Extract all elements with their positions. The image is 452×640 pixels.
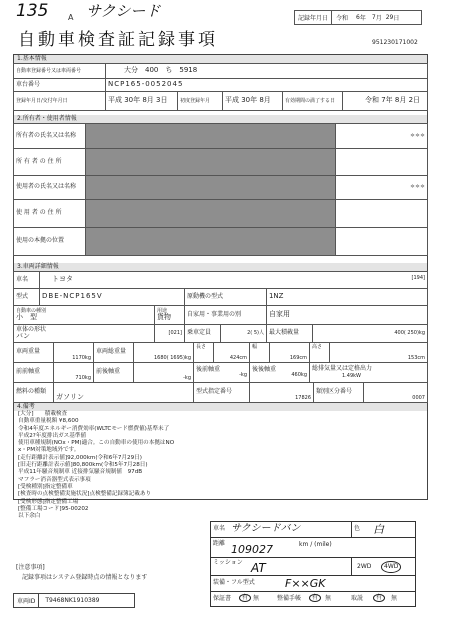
chassis-value: NCP165-0052045 bbox=[108, 80, 184, 89]
handwritten-model: サクシード bbox=[86, 2, 161, 20]
model-value: DBE-NCP165V bbox=[42, 292, 103, 301]
expiry-value: 令和 7年 8月 2日 bbox=[365, 96, 421, 105]
page-title: 自動車検査証記録事項 bbox=[18, 30, 218, 50]
weight-value: 1170kg bbox=[72, 354, 91, 361]
designation-value: 17826 bbox=[295, 394, 311, 401]
gross-weight-label: 車両総重量 bbox=[94, 343, 134, 363]
owner-address-label: 所 有 者 の 住 所 bbox=[14, 149, 86, 176]
remark-line: [検査時の点検整備実施状況]点検整備記録簿記載あり bbox=[18, 491, 152, 498]
remark-line: x・PM対策地域外です。 bbox=[18, 447, 80, 454]
remark-line: [受検種別]指定整備車 bbox=[18, 483, 73, 490]
card-manual-label: 整備手帳 bbox=[277, 595, 302, 602]
maker-label: 車名 bbox=[14, 272, 40, 289]
first-reg-value: 平成 30年 8月 bbox=[225, 96, 271, 105]
expiry-label: 有効期間の満了する日 bbox=[283, 92, 343, 111]
card-manual-yes: 有 bbox=[309, 594, 321, 602]
maker-value: トヨタ bbox=[52, 275, 73, 284]
card-2wd: 2WD bbox=[357, 563, 372, 570]
vehicle-id-box bbox=[13, 593, 135, 608]
remark-line: マフラー消音器型式表示事項 bbox=[18, 476, 91, 483]
card-4wd-circled: 4WD bbox=[381, 561, 401, 573]
body-shape-value: バン bbox=[16, 331, 30, 340]
category-value: 0007 bbox=[412, 394, 425, 401]
handwritten-number: 135 bbox=[16, 1, 49, 21]
gross-weight-value: 1680( 1695)kg bbox=[153, 354, 191, 361]
user-address-redacted bbox=[86, 200, 336, 228]
card-name-value: サクシードバン bbox=[231, 523, 301, 534]
user-name-redacted bbox=[86, 176, 336, 200]
card-keys-yes: 有 bbox=[373, 594, 385, 602]
card-mission-label: ミッション bbox=[213, 559, 243, 566]
private-label: 自家用・事業用の別 bbox=[184, 306, 266, 325]
front-rear-axle-label: 前後軸重 bbox=[94, 363, 134, 383]
capacity-value: 2( 5)人 bbox=[247, 330, 264, 337]
card-color-label: 色 bbox=[354, 525, 361, 532]
owner-name-label: 所有者の氏名又は名称 bbox=[14, 124, 86, 149]
notice-text: 記録事項はシステム登録時点の情報となります bbox=[22, 574, 148, 581]
card-mileage-label: 距離 bbox=[213, 540, 226, 547]
card-equip-label: 装備・フル型式 bbox=[213, 579, 255, 586]
card-equip-value: F××GK bbox=[285, 577, 326, 590]
section3-header: 3.車両詳細情報 bbox=[14, 263, 427, 271]
record-date-year: 6 bbox=[356, 14, 360, 21]
width-label: 幅 bbox=[250, 343, 270, 363]
vehicle-id-label: 車両ID bbox=[14, 594, 39, 607]
card-color-value: 白 bbox=[373, 523, 384, 536]
category-label: 類別区分番号 bbox=[314, 383, 364, 403]
remark-line: 平成11年騒音規制車 近接排気騒音規制値 97dB bbox=[18, 469, 143, 476]
height-value: 153cm bbox=[407, 354, 425, 361]
vehicle-info-card bbox=[210, 521, 416, 607]
user-name-label: 使用者の氏名又は名称 bbox=[14, 176, 86, 200]
record-date-year-unit: 年 bbox=[359, 15, 366, 22]
engine-value: 1NZ bbox=[268, 292, 284, 301]
vehicle-type-label: 自動車の種別 小 型 bbox=[14, 306, 155, 325]
remark-line: 使用車種規制(NOx・PM)適合。この自動車の使用の本拠はNO bbox=[18, 440, 175, 447]
remark-line: 平成2?年度排出ガス基準値 bbox=[18, 432, 87, 439]
base-location-label: 使用の本拠の位置 bbox=[14, 228, 86, 256]
record-date-month: 7 bbox=[371, 14, 376, 21]
base-location-redacted bbox=[86, 228, 336, 256]
length-label: 長さ bbox=[194, 343, 214, 363]
displacement-value: 1.49 bbox=[342, 372, 354, 379]
rear-rear-axle-value: 460kg bbox=[291, 371, 307, 378]
remark-line: [大分] 積載検査 bbox=[18, 411, 68, 417]
maxload-label: 最大積載量 bbox=[266, 325, 312, 343]
fuel-label: 燃料の種類 bbox=[14, 383, 54, 403]
section3-table bbox=[13, 271, 428, 343]
card-mileage-value: 109027 bbox=[231, 543, 273, 556]
front-front-axle-value: 710kg bbox=[75, 374, 91, 381]
record-date-day: 29 bbox=[385, 14, 394, 21]
card-mission-value: AT bbox=[251, 561, 266, 575]
record-date-era: 令和 bbox=[336, 15, 349, 22]
section1-table bbox=[13, 63, 428, 111]
reg-number-value: 大分 400 ち 5918 bbox=[124, 66, 198, 75]
vehicle-id-value: T9468NK1910389 bbox=[45, 597, 100, 604]
remark-line: [整備工場コード]95-00202 bbox=[18, 505, 89, 512]
card-keys-label: 取説 bbox=[351, 595, 364, 602]
section2-table bbox=[13, 123, 428, 256]
body-shape-label: 車体の形状 バン bbox=[14, 325, 155, 343]
rear-rear-axle-label: 後後軸重 460kg bbox=[250, 363, 310, 383]
maker-code: [194] bbox=[411, 275, 425, 282]
weight-label: 車両重量 bbox=[14, 343, 54, 363]
remark-line: [走行距離計表示値]92,000km(令和6年7月29日) bbox=[18, 454, 142, 461]
vehicle-type-value: 小 型 bbox=[16, 313, 37, 322]
user-address-label: 使 用 者 の 住 所 bbox=[14, 200, 86, 228]
remark-line: [受検形態]指定整備工場 bbox=[18, 498, 79, 505]
section3-dimensions-table bbox=[13, 342, 428, 383]
card-keys-no: 無 bbox=[391, 595, 398, 602]
rear-front-axle-value: -kg bbox=[239, 371, 247, 378]
owner-name-redacted bbox=[86, 124, 336, 149]
engine-label: 原動機の型式 bbox=[184, 289, 266, 306]
user-stamp: ＊＊＊ bbox=[409, 184, 425, 191]
section2-header: 2.所有者・使用者情報 bbox=[14, 115, 427, 123]
height-label: 高さ bbox=[310, 343, 330, 363]
rear-front-axle-label: 後前軸重 -kg bbox=[194, 363, 250, 383]
use-label: 用途 貨物 bbox=[154, 306, 184, 325]
card-name-label: 車名 bbox=[213, 525, 226, 532]
use-value: 貨物 bbox=[156, 313, 171, 322]
remark-line: 自動車重量税額 ¥8,600 bbox=[18, 418, 79, 425]
section1-header: 1.基本情報 bbox=[14, 55, 427, 63]
chassis-label: 車台番号 bbox=[14, 79, 106, 92]
record-date-label: 記録年月日 bbox=[295, 11, 332, 24]
displacement-label: 総排気量又は定格出力 1.49kW bbox=[310, 363, 428, 383]
card-warranty-no: 無 bbox=[253, 595, 260, 602]
handwritten-letter: A bbox=[68, 13, 74, 22]
remarks-block bbox=[18, 411, 318, 520]
length-value: 424cm bbox=[229, 354, 247, 361]
owner-stamp: ＊＊＊ bbox=[409, 132, 425, 139]
front-front-axle-label: 前前軸重 bbox=[14, 363, 54, 383]
first-reg-label: 初度登録年月 bbox=[178, 92, 223, 111]
reg-date-value: 平成 30年 8月 3日 bbox=[108, 96, 168, 105]
body-shape-code: [021] bbox=[168, 330, 182, 337]
reg-number-label: 自動車登録番号又は車両番号 bbox=[14, 64, 106, 79]
card-mileage-unit: km / (mile) bbox=[299, 541, 332, 548]
maxload-value: 400( 250)kg bbox=[394, 330, 425, 337]
card-warranty-label: 保証書 bbox=[213, 595, 232, 602]
remark-line: 以下余白 bbox=[18, 513, 41, 520]
designation-label: 型式指定番号 bbox=[194, 383, 250, 403]
section3-fuel-table bbox=[13, 382, 428, 403]
record-date-box bbox=[294, 10, 422, 25]
record-date-day-unit: 日 bbox=[393, 15, 400, 22]
fuel-value: ガソリン bbox=[56, 392, 84, 401]
width-value: 169cm bbox=[289, 354, 307, 361]
record-date-month-unit: 月 bbox=[375, 15, 382, 22]
section4-header: 4.備考 bbox=[14, 403, 427, 411]
owner-address-redacted bbox=[86, 149, 336, 176]
capacity-label: 乗車定員 bbox=[184, 325, 220, 343]
model-label: 型式 bbox=[14, 289, 40, 306]
front-rear-axle-value: -kg bbox=[183, 374, 191, 381]
card-manual-no: 無 bbox=[325, 595, 332, 602]
remark-line: [旧走行距離計表示値]80,800km(令和5年7月28日) bbox=[18, 462, 148, 469]
reg-date-label: 登録年月日/交付年月日 bbox=[14, 92, 106, 111]
document-number: 951230171002 bbox=[372, 39, 418, 46]
remark-line: 令和4年度エネルギー消費効率(WLTCモード燃費値)基準未了 bbox=[18, 425, 170, 432]
notice-header: [注意事項] bbox=[16, 564, 45, 571]
displacement-unit: kW bbox=[353, 372, 361, 379]
card-warranty-yes: 有 bbox=[239, 594, 251, 602]
private-value: 自家用 bbox=[268, 310, 290, 319]
